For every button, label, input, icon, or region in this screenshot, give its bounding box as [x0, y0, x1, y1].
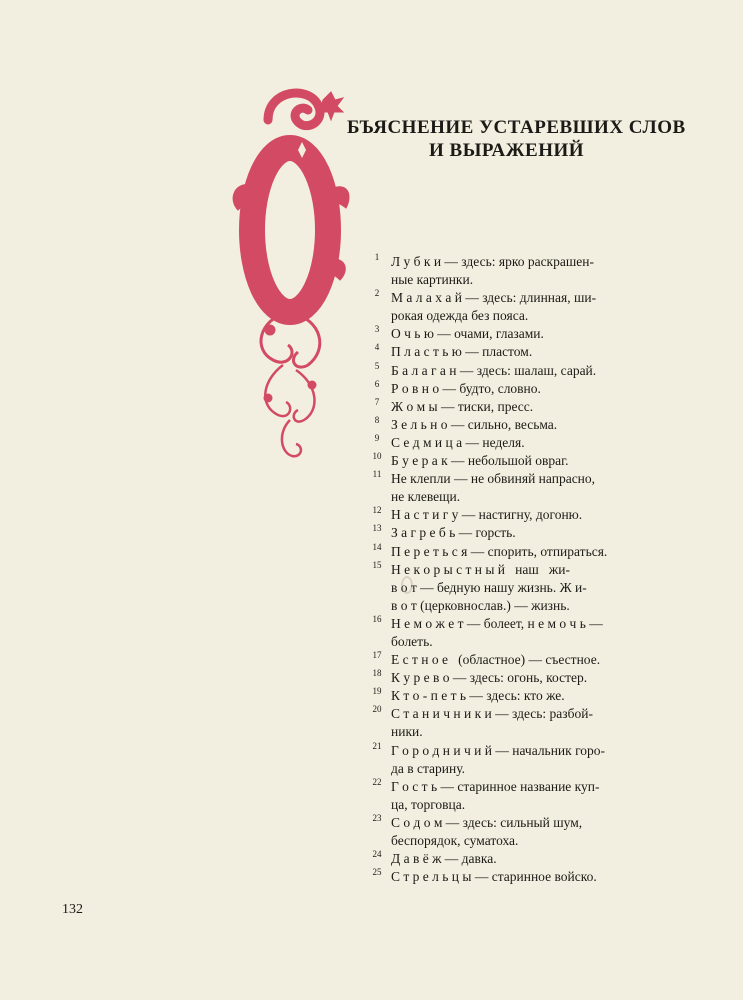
glossary-entry — [367, 524, 649, 542]
entry-line: М а л а х а й — здесь: длинная, ши- — [391, 290, 597, 306]
entry-line: рокая одежда без пояса. — [391, 308, 529, 324]
entry-line: Г о с т ь — старинное название куп- — [391, 778, 600, 794]
footnote-number: 12 — [372, 505, 382, 516]
footnote-number: 6 — [374, 378, 380, 389]
entry-line: Б у е р а к — небольшой овраг. — [391, 453, 569, 469]
footnote-number: 17 — [372, 650, 382, 661]
footnote-number: 5 — [374, 360, 380, 371]
glossary-entry — [367, 669, 649, 687]
footnote-number: 23 — [372, 812, 382, 823]
footnote-number: 16 — [372, 613, 382, 624]
entry-line: С о д о м — здесь: сильный шум, — [391, 814, 583, 830]
glossary-entry — [367, 778, 649, 814]
entry-line: не клевещи. — [391, 489, 461, 505]
glossary-entry — [367, 416, 649, 434]
glossary-entry — [367, 543, 649, 561]
footnote-number: 3 — [374, 324, 380, 335]
footnote-number: 25 — [372, 867, 382, 878]
glossary-entry — [367, 289, 649, 325]
glossary-entry — [367, 705, 649, 741]
entry-line: П л а с т ь ю — пластом. — [391, 344, 533, 360]
footnote-number: 18 — [372, 668, 382, 679]
entry-line: беспорядок, суматоха. — [391, 833, 519, 848]
footnote-number: 22 — [372, 776, 382, 787]
entry-line: ца, торговца. — [391, 796, 466, 812]
footnote-number: 10 — [372, 451, 382, 462]
footnote-number: 15 — [372, 559, 382, 570]
glossary-entry — [367, 362, 649, 380]
entry-line: Л у б к и — здесь: ярко раскрашен- — [391, 254, 594, 269]
footnote-number: 19 — [372, 686, 382, 697]
footnote-number: 2 — [374, 288, 380, 299]
footnote-number: 14 — [372, 541, 382, 552]
glossary-entry — [367, 452, 649, 470]
footnote-number: 7 — [374, 396, 380, 407]
heading-line-2: И ВЫРАЖЕНИЙ — [429, 140, 585, 161]
entry-line: Н е м о ж е т — болеет, н е м о ч ь — — [391, 615, 603, 631]
entry-line: в о т — бедную нашу жизнь. Ж и- — [391, 579, 587, 595]
glossary-entry — [367, 850, 649, 868]
entry-line: в о т (церковнослав.) — жизнь. — [391, 597, 570, 613]
entry-line: З а г р е б ь — горсть. — [391, 525, 516, 541]
glossary-entry — [367, 434, 649, 452]
footnote-number: 20 — [372, 704, 382, 715]
glossary-entry — [367, 398, 649, 416]
entry-line: Д а в ё ж — давка. — [391, 851, 497, 867]
footnote-number: 24 — [372, 849, 382, 860]
entry-line: Б а л а г а н — здесь: шалаш, сарай. — [391, 362, 597, 378]
glossary-entry — [367, 380, 649, 398]
entry-line: Г о р о д н и ч и й — начальник горо- — [391, 742, 606, 758]
footnote-number: 4 — [374, 342, 380, 353]
entry-line: С т р е л ь ц ы — старинное войско. — [391, 869, 597, 885]
entry-line: Ж о м ы — тиски, пресс. — [391, 398, 534, 414]
footnote-number: 21 — [372, 740, 382, 751]
glossary-entry — [367, 325, 649, 343]
entry-line: Не клепли — не обвиняй напрасно, — [391, 471, 596, 487]
entry-line: ные картинки. — [391, 272, 474, 288]
entry-line: П е р е т ь с я — спорить, отпираться. — [391, 543, 608, 559]
glossary-heading — [347, 116, 686, 162]
entry-line: болеть. — [391, 633, 433, 649]
decorative-initial-letter-ornament — [228, 80, 353, 465]
entry-line: С е д м и ц а — неделя. — [391, 434, 525, 450]
entry-line: О ч ь ю — очами, глазами. — [391, 326, 544, 342]
entry-line: Н е к о р ы с т н ы й наш жи- — [391, 561, 570, 577]
glossary-entry — [367, 868, 649, 886]
entry-line: К т о - п е т ь — здесь: кто же. — [391, 688, 565, 704]
glossary-entry — [367, 651, 649, 669]
glossary-entry — [367, 470, 649, 506]
page-stain-mark — [400, 575, 414, 595]
glossary-entry — [367, 615, 649, 651]
entry-line: З е л ь н о — сильно, весьма. — [391, 416, 558, 432]
entry-line: да в старину. — [391, 760, 466, 776]
footnote-number: 1 — [374, 252, 380, 262]
glossary-entry — [367, 687, 649, 705]
glossary-entry — [367, 253, 649, 289]
footnote-number: 8 — [374, 414, 380, 425]
entry-line: ники. — [391, 724, 423, 740]
heading-line-1: БЪЯСНЕНИЕ УСТАРЕВШИХ СЛОВ — [347, 117, 686, 138]
footnote-number: 9 — [374, 432, 380, 443]
entry-line: К у р е в о — здесь: огонь, костер. — [391, 670, 588, 686]
entry-line: С т а н и ч н и к и — здесь: разбой- — [391, 706, 593, 722]
glossary-entry — [367, 814, 649, 850]
glossary-entry — [367, 343, 649, 361]
entry-line: Н а с т и г у — настигну, догоню. — [391, 507, 583, 523]
entry-line: Е с т н о е (областное) — съестное. — [391, 652, 601, 668]
glossary-entry — [367, 742, 649, 778]
entry-line: Р о в н о — будто, словно. — [391, 380, 541, 396]
footnote-number: 11 — [372, 469, 382, 480]
glossary-entry — [367, 506, 649, 524]
footnote-number: 13 — [372, 523, 382, 534]
page-number: 132 — [62, 902, 83, 917]
glossary-list — [367, 253, 649, 886]
